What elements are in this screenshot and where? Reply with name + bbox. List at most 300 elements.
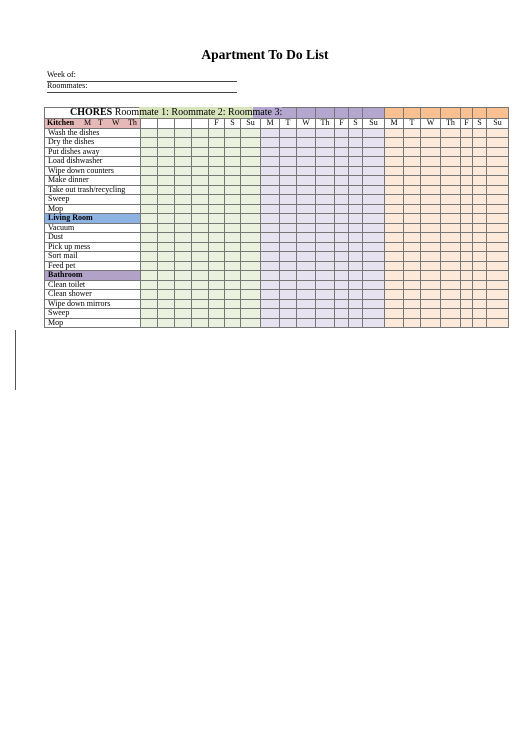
checkbox-cell[interactable] <box>209 309 225 319</box>
checkbox-cell[interactable] <box>473 290 487 300</box>
checkbox-cell[interactable] <box>363 185 385 195</box>
checkbox-cell[interactable] <box>404 214 421 224</box>
checkbox-cell[interactable] <box>192 290 209 300</box>
checkbox-cell[interactable] <box>241 233 261 243</box>
checkbox-cell[interactable] <box>421 147 441 157</box>
checkbox-cell[interactable] <box>280 195 297 205</box>
checkbox-cell[interactable] <box>461 176 473 186</box>
checkbox-cell[interactable] <box>297 242 316 252</box>
checkbox-cell[interactable] <box>335 233 349 243</box>
checkbox-cell[interactable] <box>421 185 441 195</box>
checkbox-cell[interactable] <box>316 309 335 319</box>
checkbox-cell[interactable] <box>404 261 421 271</box>
checkbox-cell[interactable] <box>421 242 441 252</box>
checkbox-cell[interactable] <box>487 138 509 148</box>
checkbox-cell[interactable] <box>225 195 241 205</box>
checkbox-cell[interactable] <box>461 290 473 300</box>
checkbox-cell[interactable] <box>441 271 461 281</box>
checkbox-cell[interactable] <box>487 233 509 243</box>
checkbox-cell[interactable] <box>335 128 349 138</box>
checkbox-cell[interactable] <box>441 318 461 328</box>
checkbox-cell[interactable] <box>335 271 349 281</box>
checkbox-cell[interactable] <box>175 309 192 319</box>
checkbox-cell[interactable] <box>404 318 421 328</box>
checkbox-cell[interactable] <box>192 166 209 176</box>
checkbox-cell[interactable] <box>461 299 473 309</box>
checkbox-cell[interactable] <box>316 299 335 309</box>
checkbox-cell[interactable] <box>158 280 175 290</box>
checkbox-cell[interactable] <box>385 261 404 271</box>
checkbox-cell[interactable] <box>209 318 225 328</box>
checkbox-cell[interactable] <box>349 214 363 224</box>
checkbox-cell[interactable] <box>316 204 335 214</box>
checkbox-cell[interactable] <box>316 138 335 148</box>
checkbox-cell[interactable] <box>385 299 404 309</box>
checkbox-cell[interactable] <box>441 128 461 138</box>
checkbox-cell[interactable] <box>297 185 316 195</box>
checkbox-cell[interactable] <box>141 280 158 290</box>
checkbox-cell[interactable] <box>209 280 225 290</box>
checkbox-cell[interactable] <box>225 252 241 262</box>
checkbox-cell[interactable] <box>487 261 509 271</box>
checkbox-cell[interactable] <box>141 166 158 176</box>
checkbox-cell[interactable] <box>487 318 509 328</box>
checkbox-cell[interactable] <box>316 223 335 233</box>
checkbox-cell[interactable] <box>141 318 158 328</box>
checkbox-cell[interactable] <box>225 261 241 271</box>
checkbox-cell[interactable] <box>297 309 316 319</box>
checkbox-cell[interactable] <box>158 195 175 205</box>
checkbox-cell[interactable] <box>316 195 335 205</box>
checkbox-cell[interactable] <box>349 271 363 281</box>
checkbox-cell[interactable] <box>363 261 385 271</box>
checkbox-cell[interactable] <box>192 176 209 186</box>
checkbox-cell[interactable] <box>280 204 297 214</box>
checkbox-cell[interactable] <box>175 223 192 233</box>
checkbox-cell[interactable] <box>473 157 487 167</box>
checkbox-cell[interactable] <box>461 204 473 214</box>
checkbox-cell[interactable] <box>421 271 441 281</box>
checkbox-cell[interactable] <box>175 252 192 262</box>
checkbox-cell[interactable] <box>261 147 280 157</box>
checkbox-cell[interactable] <box>192 309 209 319</box>
checkbox-cell[interactable] <box>280 299 297 309</box>
checkbox-cell[interactable] <box>297 214 316 224</box>
checkbox-cell[interactable] <box>473 223 487 233</box>
checkbox-cell[interactable] <box>209 214 225 224</box>
checkbox-cell[interactable] <box>349 261 363 271</box>
checkbox-cell[interactable] <box>385 166 404 176</box>
checkbox-cell[interactable] <box>473 185 487 195</box>
checkbox-cell[interactable] <box>473 233 487 243</box>
checkbox-cell[interactable] <box>261 290 280 300</box>
checkbox-cell[interactable] <box>297 223 316 233</box>
checkbox-cell[interactable] <box>421 309 441 319</box>
checkbox-cell[interactable] <box>261 299 280 309</box>
checkbox-cell[interactable] <box>225 147 241 157</box>
checkbox-cell[interactable] <box>385 214 404 224</box>
checkbox-cell[interactable] <box>280 309 297 319</box>
checkbox-cell[interactable] <box>192 242 209 252</box>
checkbox-cell[interactable] <box>280 147 297 157</box>
checkbox-cell[interactable] <box>225 166 241 176</box>
checkbox-cell[interactable] <box>441 195 461 205</box>
checkbox-cell[interactable] <box>280 242 297 252</box>
checkbox-cell[interactable] <box>335 147 349 157</box>
checkbox-cell[interactable] <box>261 252 280 262</box>
checkbox-cell[interactable] <box>363 309 385 319</box>
checkbox-cell[interactable] <box>385 147 404 157</box>
checkbox-cell[interactable] <box>385 204 404 214</box>
checkbox-cell[interactable] <box>335 242 349 252</box>
checkbox-cell[interactable] <box>421 252 441 262</box>
checkbox-cell[interactable] <box>487 271 509 281</box>
checkbox-cell[interactable] <box>404 166 421 176</box>
checkbox-cell[interactable] <box>209 271 225 281</box>
checkbox-cell[interactable] <box>192 147 209 157</box>
checkbox-cell[interactable] <box>404 195 421 205</box>
checkbox-cell[interactable] <box>158 214 175 224</box>
checkbox-cell[interactable] <box>441 280 461 290</box>
checkbox-cell[interactable] <box>487 290 509 300</box>
checkbox-cell[interactable] <box>473 299 487 309</box>
checkbox-cell[interactable] <box>261 214 280 224</box>
checkbox-cell[interactable] <box>297 252 316 262</box>
checkbox-cell[interactable] <box>192 185 209 195</box>
checkbox-cell[interactable] <box>316 280 335 290</box>
checkbox-cell[interactable] <box>487 185 509 195</box>
checkbox-cell[interactable] <box>404 128 421 138</box>
checkbox-cell[interactable] <box>316 157 335 167</box>
checkbox-cell[interactable] <box>158 138 175 148</box>
checkbox-cell[interactable] <box>261 166 280 176</box>
checkbox-cell[interactable] <box>192 271 209 281</box>
checkbox-cell[interactable] <box>175 128 192 138</box>
checkbox-cell[interactable] <box>141 223 158 233</box>
checkbox-cell[interactable] <box>192 214 209 224</box>
checkbox-cell[interactable] <box>241 185 261 195</box>
checkbox-cell[interactable] <box>363 318 385 328</box>
checkbox-cell[interactable] <box>461 242 473 252</box>
checkbox-cell[interactable] <box>175 195 192 205</box>
checkbox-cell[interactable] <box>473 271 487 281</box>
checkbox-cell[interactable] <box>363 147 385 157</box>
checkbox-cell[interactable] <box>385 318 404 328</box>
checkbox-cell[interactable] <box>363 290 385 300</box>
checkbox-cell[interactable] <box>487 166 509 176</box>
checkbox-cell[interactable] <box>335 309 349 319</box>
checkbox-cell[interactable] <box>385 242 404 252</box>
checkbox-cell[interactable] <box>335 299 349 309</box>
checkbox-cell[interactable] <box>461 166 473 176</box>
checkbox-cell[interactable] <box>280 176 297 186</box>
checkbox-cell[interactable] <box>404 147 421 157</box>
checkbox-cell[interactable] <box>158 309 175 319</box>
checkbox-cell[interactable] <box>141 233 158 243</box>
checkbox-cell[interactable] <box>349 195 363 205</box>
checkbox-cell[interactable] <box>385 290 404 300</box>
checkbox-cell[interactable] <box>473 204 487 214</box>
checkbox-cell[interactable] <box>261 185 280 195</box>
checkbox-cell[interactable] <box>349 147 363 157</box>
checkbox-cell[interactable] <box>297 147 316 157</box>
checkbox-cell[interactable] <box>385 233 404 243</box>
checkbox-cell[interactable] <box>349 185 363 195</box>
checkbox-cell[interactable] <box>158 233 175 243</box>
checkbox-cell[interactable] <box>261 271 280 281</box>
checkbox-cell[interactable] <box>461 280 473 290</box>
checkbox-cell[interactable] <box>404 242 421 252</box>
checkbox-cell[interactable] <box>316 252 335 262</box>
checkbox-cell[interactable] <box>349 157 363 167</box>
checkbox-cell[interactable] <box>209 185 225 195</box>
checkbox-cell[interactable] <box>141 157 158 167</box>
checkbox-cell[interactable] <box>363 138 385 148</box>
checkbox-cell[interactable] <box>158 147 175 157</box>
checkbox-cell[interactable] <box>175 204 192 214</box>
checkbox-cell[interactable] <box>241 223 261 233</box>
checkbox-cell[interactable] <box>241 299 261 309</box>
checkbox-cell[interactable] <box>316 261 335 271</box>
checkbox-cell[interactable] <box>261 280 280 290</box>
checkbox-cell[interactable] <box>280 157 297 167</box>
checkbox-cell[interactable] <box>441 252 461 262</box>
checkbox-cell[interactable] <box>473 252 487 262</box>
checkbox-cell[interactable] <box>385 252 404 262</box>
checkbox-cell[interactable] <box>297 299 316 309</box>
checkbox-cell[interactable] <box>192 252 209 262</box>
checkbox-cell[interactable] <box>349 290 363 300</box>
checkbox-cell[interactable] <box>349 233 363 243</box>
checkbox-cell[interactable] <box>297 157 316 167</box>
checkbox-cell[interactable] <box>441 185 461 195</box>
checkbox-cell[interactable] <box>404 271 421 281</box>
checkbox-cell[interactable] <box>487 157 509 167</box>
checkbox-cell[interactable] <box>461 147 473 157</box>
checkbox-cell[interactable] <box>141 214 158 224</box>
checkbox-cell[interactable] <box>363 299 385 309</box>
checkbox-cell[interactable] <box>241 252 261 262</box>
checkbox-cell[interactable] <box>225 214 241 224</box>
checkbox-cell[interactable] <box>316 214 335 224</box>
checkbox-cell[interactable] <box>461 157 473 167</box>
checkbox-cell[interactable] <box>141 252 158 262</box>
checkbox-cell[interactable] <box>461 138 473 148</box>
checkbox-cell[interactable] <box>158 128 175 138</box>
checkbox-cell[interactable] <box>461 223 473 233</box>
checkbox-cell[interactable] <box>316 147 335 157</box>
checkbox-cell[interactable] <box>335 261 349 271</box>
checkbox-cell[interactable] <box>209 242 225 252</box>
checkbox-cell[interactable] <box>241 195 261 205</box>
checkbox-cell[interactable] <box>421 195 441 205</box>
checkbox-cell[interactable] <box>241 147 261 157</box>
checkbox-cell[interactable] <box>349 138 363 148</box>
checkbox-cell[interactable] <box>363 166 385 176</box>
checkbox-cell[interactable] <box>385 138 404 148</box>
checkbox-cell[interactable] <box>473 166 487 176</box>
checkbox-cell[interactable] <box>385 185 404 195</box>
checkbox-cell[interactable] <box>335 176 349 186</box>
checkbox-cell[interactable] <box>473 138 487 148</box>
checkbox-cell[interactable] <box>280 128 297 138</box>
checkbox-cell[interactable] <box>461 318 473 328</box>
checkbox-cell[interactable] <box>404 252 421 262</box>
checkbox-cell[interactable] <box>363 223 385 233</box>
checkbox-cell[interactable] <box>225 204 241 214</box>
checkbox-cell[interactable] <box>385 195 404 205</box>
checkbox-cell[interactable] <box>441 157 461 167</box>
checkbox-cell[interactable] <box>473 280 487 290</box>
checkbox-cell[interactable] <box>175 233 192 243</box>
checkbox-cell[interactable] <box>421 223 441 233</box>
checkbox-cell[interactable] <box>385 280 404 290</box>
checkbox-cell[interactable] <box>441 176 461 186</box>
checkbox-cell[interactable] <box>363 242 385 252</box>
checkbox-cell[interactable] <box>175 299 192 309</box>
checkbox-cell[interactable] <box>209 233 225 243</box>
checkbox-cell[interactable] <box>241 290 261 300</box>
checkbox-cell[interactable] <box>404 176 421 186</box>
checkbox-cell[interactable] <box>487 280 509 290</box>
checkbox-cell[interactable] <box>473 195 487 205</box>
checkbox-cell[interactable] <box>297 166 316 176</box>
checkbox-cell[interactable] <box>225 242 241 252</box>
checkbox-cell[interactable] <box>261 176 280 186</box>
checkbox-cell[interactable] <box>209 252 225 262</box>
checkbox-cell[interactable] <box>404 185 421 195</box>
checkbox-cell[interactable] <box>158 166 175 176</box>
checkbox-cell[interactable] <box>487 309 509 319</box>
checkbox-cell[interactable] <box>192 157 209 167</box>
checkbox-cell[interactable] <box>209 204 225 214</box>
checkbox-cell[interactable] <box>175 271 192 281</box>
checkbox-cell[interactable] <box>175 214 192 224</box>
checkbox-cell[interactable] <box>241 280 261 290</box>
checkbox-cell[interactable] <box>349 223 363 233</box>
roommates-field[interactable] <box>47 81 237 93</box>
checkbox-cell[interactable] <box>487 214 509 224</box>
checkbox-cell[interactable] <box>421 166 441 176</box>
checkbox-cell[interactable] <box>297 233 316 243</box>
checkbox-cell[interactable] <box>473 147 487 157</box>
checkbox-cell[interactable] <box>461 214 473 224</box>
checkbox-cell[interactable] <box>363 157 385 167</box>
checkbox-cell[interactable] <box>192 233 209 243</box>
checkbox-cell[interactable] <box>209 299 225 309</box>
checkbox-cell[interactable] <box>421 128 441 138</box>
checkbox-cell[interactable] <box>487 147 509 157</box>
checkbox-cell[interactable] <box>363 271 385 281</box>
checkbox-cell[interactable] <box>241 309 261 319</box>
checkbox-cell[interactable] <box>349 204 363 214</box>
checkbox-cell[interactable] <box>404 299 421 309</box>
checkbox-cell[interactable] <box>280 290 297 300</box>
checkbox-cell[interactable] <box>158 185 175 195</box>
checkbox-cell[interactable] <box>297 271 316 281</box>
checkbox-cell[interactable] <box>404 138 421 148</box>
checkbox-cell[interactable] <box>241 242 261 252</box>
checkbox-cell[interactable] <box>241 261 261 271</box>
checkbox-cell[interactable] <box>421 261 441 271</box>
checkbox-cell[interactable] <box>241 157 261 167</box>
checkbox-cell[interactable] <box>297 290 316 300</box>
checkbox-cell[interactable] <box>441 242 461 252</box>
checkbox-cell[interactable] <box>192 261 209 271</box>
checkbox-cell[interactable] <box>473 309 487 319</box>
checkbox-cell[interactable] <box>441 138 461 148</box>
checkbox-cell[interactable] <box>209 290 225 300</box>
checkbox-cell[interactable] <box>487 299 509 309</box>
checkbox-cell[interactable] <box>158 252 175 262</box>
checkbox-cell[interactable] <box>241 318 261 328</box>
checkbox-cell[interactable] <box>487 195 509 205</box>
checkbox-cell[interactable] <box>297 138 316 148</box>
checkbox-cell[interactable] <box>421 299 441 309</box>
checkbox-cell[interactable] <box>473 318 487 328</box>
checkbox-cell[interactable] <box>280 233 297 243</box>
checkbox-cell[interactable] <box>441 214 461 224</box>
checkbox-cell[interactable] <box>404 223 421 233</box>
checkbox-cell[interactable] <box>175 290 192 300</box>
checkbox-cell[interactable] <box>421 318 441 328</box>
checkbox-cell[interactable] <box>175 242 192 252</box>
checkbox-cell[interactable] <box>421 204 441 214</box>
checkbox-cell[interactable] <box>209 166 225 176</box>
checkbox-cell[interactable] <box>158 318 175 328</box>
checkbox-cell[interactable] <box>404 309 421 319</box>
checkbox-cell[interactable] <box>261 261 280 271</box>
checkbox-cell[interactable] <box>385 223 404 233</box>
checkbox-cell[interactable] <box>297 176 316 186</box>
checkbox-cell[interactable] <box>158 261 175 271</box>
checkbox-cell[interactable] <box>175 261 192 271</box>
checkbox-cell[interactable] <box>225 185 241 195</box>
checkbox-cell[interactable] <box>461 309 473 319</box>
checkbox-cell[interactable] <box>192 223 209 233</box>
checkbox-cell[interactable] <box>158 299 175 309</box>
checkbox-cell[interactable] <box>461 128 473 138</box>
checkbox-cell[interactable] <box>141 204 158 214</box>
checkbox-cell[interactable] <box>316 318 335 328</box>
checkbox-cell[interactable] <box>316 290 335 300</box>
checkbox-cell[interactable] <box>175 138 192 148</box>
checkbox-cell[interactable] <box>421 157 441 167</box>
checkbox-cell[interactable] <box>225 280 241 290</box>
checkbox-cell[interactable] <box>175 318 192 328</box>
checkbox-cell[interactable] <box>158 242 175 252</box>
checkbox-cell[interactable] <box>280 280 297 290</box>
checkbox-cell[interactable] <box>241 176 261 186</box>
checkbox-cell[interactable] <box>363 176 385 186</box>
checkbox-cell[interactable] <box>141 147 158 157</box>
checkbox-cell[interactable] <box>141 242 158 252</box>
checkbox-cell[interactable] <box>209 176 225 186</box>
checkbox-cell[interactable] <box>141 195 158 205</box>
checkbox-cell[interactable] <box>241 214 261 224</box>
checkbox-cell[interactable] <box>280 223 297 233</box>
checkbox-cell[interactable] <box>461 261 473 271</box>
checkbox-cell[interactable] <box>192 280 209 290</box>
checkbox-cell[interactable] <box>141 290 158 300</box>
checkbox-cell[interactable] <box>225 233 241 243</box>
checkbox-cell[interactable] <box>175 185 192 195</box>
checkbox-cell[interactable] <box>225 318 241 328</box>
checkbox-cell[interactable] <box>141 261 158 271</box>
checkbox-cell[interactable] <box>441 166 461 176</box>
checkbox-cell[interactable] <box>261 204 280 214</box>
checkbox-cell[interactable] <box>158 290 175 300</box>
